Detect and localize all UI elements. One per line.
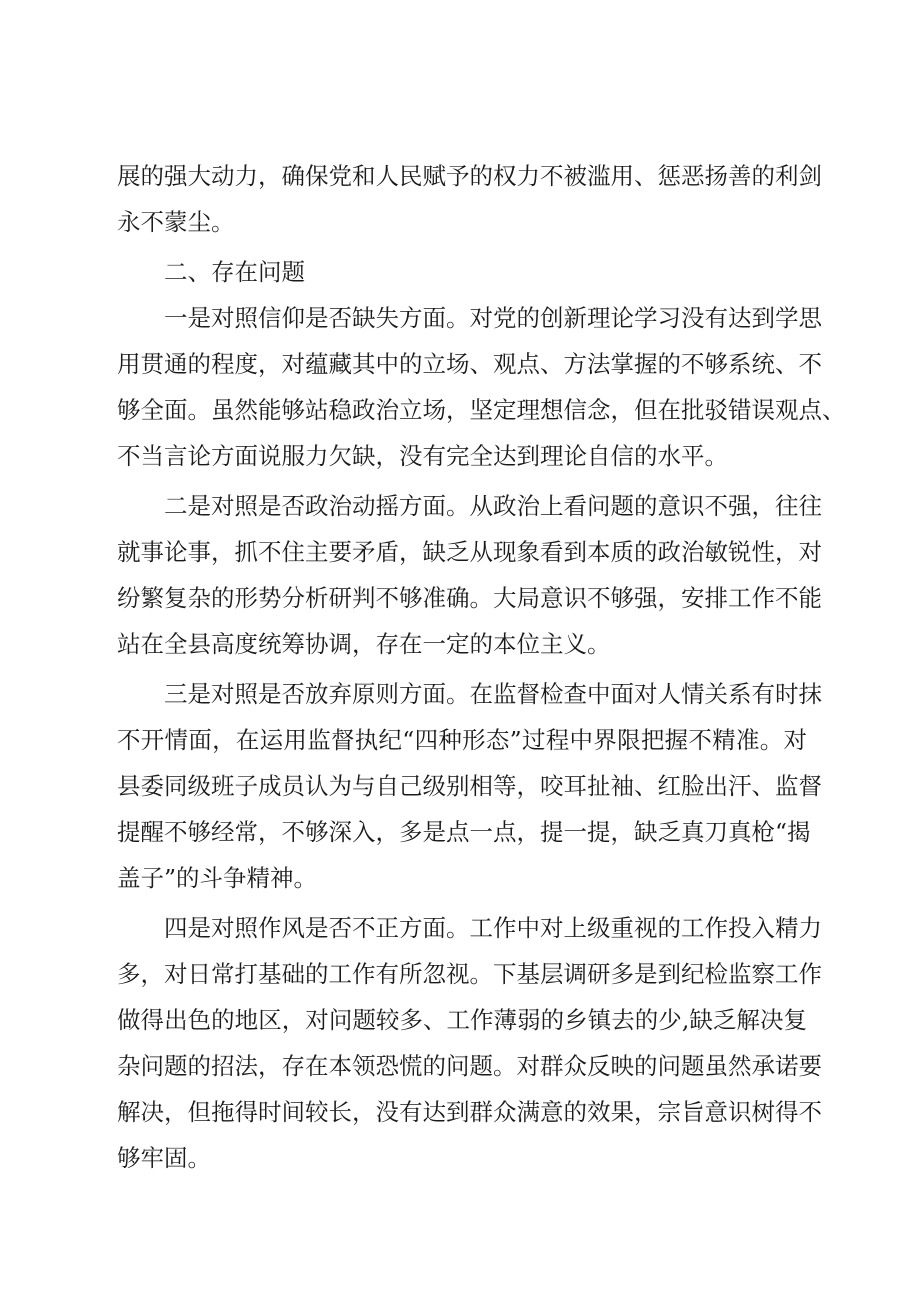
paragraph-line: 够全面。虽然能够站稳政治立场，坚定理想信念，但在批驳错误观点、 — [117, 396, 846, 424]
paragraph-line: 提醒不够经常，不够深入，多是点一点，提一提，缺乏真刀真枪“揭 — [117, 818, 811, 846]
section-heading: 二、存在问题 — [164, 258, 305, 286]
paragraph-line: 一是对照信仰是否缺失方面。对党的创新理论学习没有达到学思 — [164, 304, 822, 332]
paragraph-line: 不当言论方面说服力欠缺，没有完全达到理论自信的水平。 — [117, 442, 728, 470]
paragraph-line: 不开情面，在运用监督执纪“四种形态”过程中界限把握不精准。对 — [117, 726, 807, 754]
paragraph-line: 站在全县高度统筹协调，存在一定的本位主义。 — [117, 630, 611, 658]
paragraph-line: 二是对照是否政治动摇方面。从政治上看问题的意识不强，往往 — [164, 492, 822, 520]
paragraph-line: 杂问题的招法，存在本领恐慌的问题。对群众反映的问题虽然承诺要 — [117, 1052, 822, 1080]
paragraph-line: 三是对照是否放弃原则方面。在监督检查中面对人情关系有时抹 — [164, 680, 822, 708]
paragraph-line: 四是对照作风是否不正方面。工作中对上级重视的工作投入精力 — [164, 914, 822, 942]
paragraph-line: 够牢固。 — [117, 1144, 211, 1172]
paragraph-line: 永不蒙尘。 — [117, 208, 235, 236]
paragraph-line: 就事论事，抓不住主要矛盾，缺乏从现象看到本质的政治敏锐性，对 — [117, 538, 822, 566]
paragraph-line: 做得出色的地区，对问题较多、工作薄弱的乡镇去的少,缺乏解决复 — [117, 1006, 807, 1034]
paragraph-line: 多，对日常打基础的工作有所忽视。下基层调研多是到纪检监察工作 — [117, 960, 822, 988]
paragraph-line: 用贯通的程度，对蕴藏其中的立场、观点、方法掌握的不够系统、不 — [117, 350, 822, 378]
paragraph-line: 解决，但拖得时间较长，没有达到群众满意的效果，宗旨意识树得不 — [117, 1098, 822, 1126]
paragraph-line: 纷繁复杂的形势分析研判不够准确。大局意识不够强，安排工作不能 — [117, 584, 822, 612]
paragraph-line: 展的强大动力，确保党和人民赋予的权力不被滥用、惩恶扬善的利剑 — [117, 162, 822, 190]
paragraph-line: 盖子”的斗争精神。 — [117, 864, 318, 892]
paragraph-line: 县委同级班子成员认为与自己级别相等，咬耳扯袖、红脸出汗、监督 — [117, 772, 822, 800]
